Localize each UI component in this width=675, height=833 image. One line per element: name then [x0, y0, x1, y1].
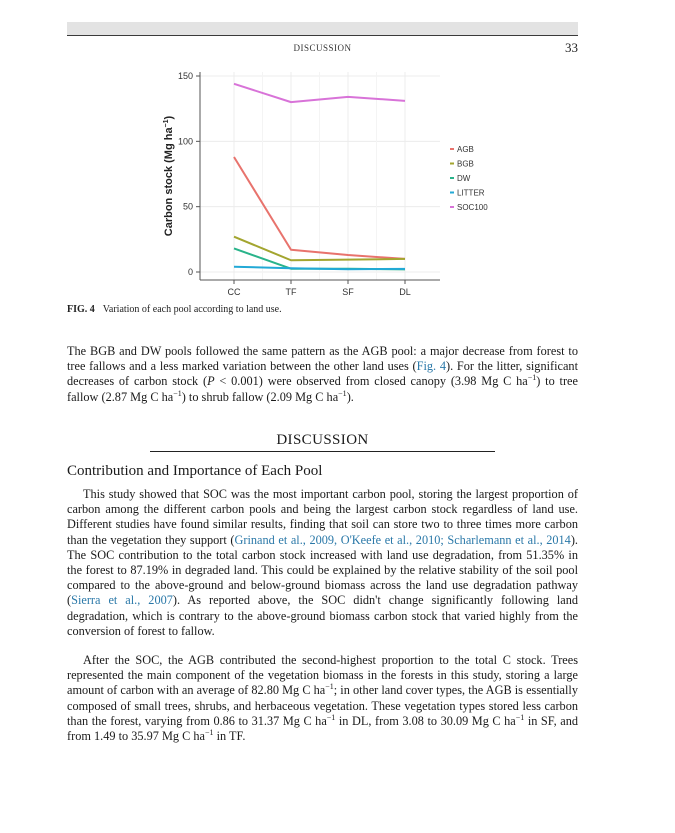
y-axis-label: Carbon stock (Mg $ha^{-1}$)	[163, 115, 175, 237]
superscript: −1	[515, 712, 525, 722]
text-run: The BGB and DW pools followed the same pattern as the AGB pool: a major decrease from forest to tree fallows and a less marked variation between the other land uses (	[67, 344, 578, 374]
text-run: ; in other land cover types, the AGB is essentially composed of small trees, shrubs, and herbaceous vegetation. These vegetation types stored less carbon than the forest, varying from 0.86 to 31.37 Mg C ha	[67, 683, 578, 728]
subsection-heading: Contribution and Importance of Each Pool	[67, 463, 323, 479]
text-run: This study showed that SOC was the most important carbon pool, storing the largest proportion of carbon among the different carbon pools and being the largest carbon stock regardless of land use. Different studies have found similar results, finding that soil can store two to three times more carbon than the vegetation they support (	[67, 487, 578, 547]
text-run: ) to tree fallow (2.87 Mg C ha	[67, 374, 578, 404]
figure-caption	[67, 304, 282, 315]
legend-label: SOC100	[457, 203, 488, 212]
y-tick-label: 100	[177, 136, 193, 147]
paragraph-agb	[67, 653, 578, 744]
y-tick-label: 0	[187, 267, 193, 277]
header-rule	[67, 35, 578, 36]
text-run: ). The SOC contribution to the total carbon stock increased with land use degradation, from 51.35% in the forest to 87.19% in degraded land. This could be explained by the relative stability of the soil pool compared to the above-ground and below-ground biomass across the land use degradation pathway (	[67, 532, 578, 608]
running-head: DISCUSSION	[293, 43, 352, 53]
legend-label: AGB	[457, 145, 474, 154]
text-run: in TF.	[213, 729, 246, 744]
x-tick-label: TF	[285, 287, 297, 297]
legend-label: DW	[457, 174, 471, 183]
x-tick-label: SF	[342, 287, 354, 297]
legend-label: BGB	[457, 159, 474, 169]
y-tick-label: 50	[182, 201, 193, 212]
superscript: −1	[326, 712, 336, 722]
section-heading: DISCUSSION	[276, 432, 369, 448]
superscript: −1	[325, 682, 334, 692]
header-bar	[67, 22, 578, 35]
paragraph-results	[67, 344, 578, 405]
section-rule	[150, 451, 495, 452]
text-run: ) to shrub fallow (2.09 Mg C ha	[181, 389, 339, 404]
line-chart	[150, 62, 510, 302]
superscript: −1	[527, 373, 537, 383]
text-run: ). As reported above, the SOC didn't change significantly following land degradation, which is contrary to the above-ground biomass carbon stock that varied highly from the conversion of forest to fallow.	[67, 593, 578, 638]
figure-reference-link[interactable]: Fig. 4	[416, 359, 446, 374]
text-run: in DL, from 3.08 to 30.09 Mg C ha	[335, 713, 516, 728]
x-ticks	[228, 280, 411, 297]
paragraph-soc	[67, 487, 578, 639]
text-run: < 0.001) were observed from closed canopy (3.98 Mg C ha	[214, 374, 528, 389]
citation-link[interactable]: Sierra et al., 2007	[71, 593, 173, 608]
p-value-symbol: P	[207, 374, 215, 389]
text-run: ).	[346, 389, 354, 404]
y-ticks	[178, 71, 200, 277]
text-run: in SF, and from 1.49 to 35.97 Mg C ha	[67, 713, 578, 744]
x-tick-label: CC	[227, 287, 241, 297]
citation-link[interactable]: Grinand et al., 2009, O'Keefe et al., 2010; Scharlemann et al., 2014	[234, 532, 571, 547]
figure-caption-text: Variation of each pool according to land use.	[102, 304, 282, 315]
superscript: −1	[173, 388, 182, 398]
x-tick-label: DL	[399, 287, 411, 297]
page-number: 33	[565, 40, 578, 55]
superscript: −1	[338, 388, 347, 398]
text-run: After the SOC, the AGB contributed the second-highest proportion to the total C stock. Trees represented the main component of the vegetation biomass in the forests in this study, storing a large amount of carbon with an average of 82.80 Mg C ha	[67, 653, 578, 698]
superscript: −1	[205, 727, 214, 737]
chart-legend	[450, 145, 488, 212]
legend-label: LITTER	[457, 188, 485, 198]
text-run: ). For the litter, significant decreases of carbon stock (	[67, 359, 578, 389]
y-tick-label: 150	[177, 71, 193, 81]
figure-label: FIG. 4	[67, 304, 95, 315]
